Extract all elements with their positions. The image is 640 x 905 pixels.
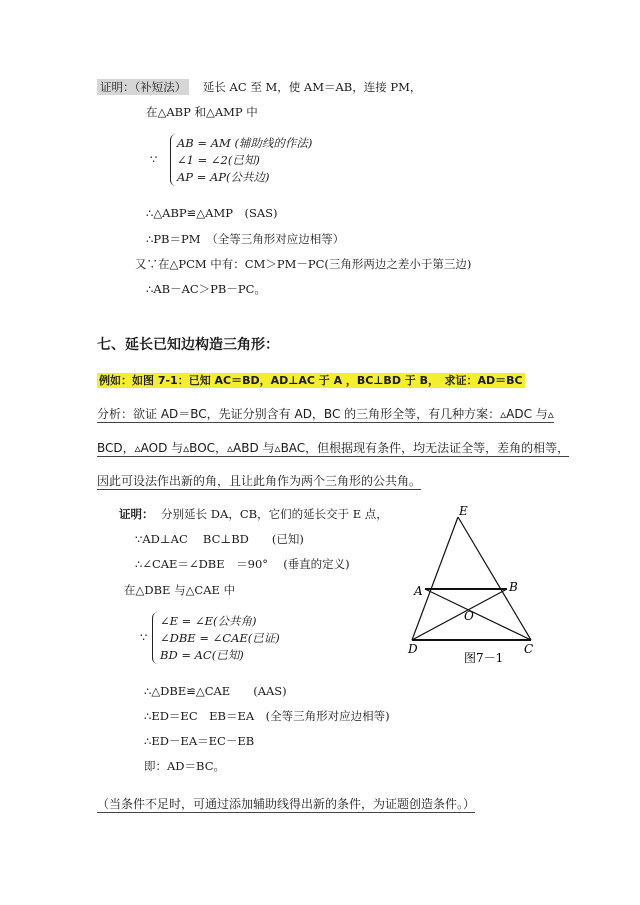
closing-note-text: （当条件不足时，可通过添加辅助线得出新的条件，为证题创造条件。） [97,797,476,811]
proof1-sys2: ∠1 = ∠2(已知) [177,153,260,167]
closing-note [97,797,475,811]
proof2-sys3: BD = AC(已知) [160,648,244,662]
label-E: E [459,504,468,518]
proof2-ed-ec: ∴ED＝EC EB＝EA (全等三角形对应边相等) [144,709,390,723]
proof2-subtract: ∴ED－EA＝EC－EB [144,734,255,748]
analysis-text-2: BCD，▵AOD 与▵BOC，▵ABD 与▵BAC，但根据现有条件，均无法证全等，差角的相等， [97,441,570,455]
proof2-perp: ∵AD⊥AC BC⊥BD (已知) [135,532,304,546]
analysis-text-1: 分析：欲证 AD＝BC，先证分别含有 AD，BC 的三角形全等，有几种方案：▵ADC 与▵ [97,407,554,421]
figure-caption: 图7－1 [464,651,504,665]
label-O: O [464,609,474,623]
proof1-in-triangles: 在△ABP 和△AMP 中 [146,105,258,119]
example-statement [97,374,525,388]
because-symbol: ∵ [150,152,158,166]
proof2-sys1: ∠E = ∠E(公共角) [160,614,257,628]
line-AC [425,589,531,640]
proof1-condition-system [150,134,350,188]
label-D: D [408,642,418,656]
section-heading: 七、延长已知边构造三角形： [97,337,279,353]
proof1-line-intro [97,80,421,94]
proof1-sys3: AP = AP(公共边) [177,170,270,184]
analysis-line-1 [97,407,554,421]
proof1-conclusion: ∴AB－AC＞PB－PC。 [146,282,266,296]
proof2-angles: ∴∠CAE＝∠DBE ＝90° (垂直的定义) [135,557,350,571]
label-B: B [509,580,518,594]
proof1-in-pcm: 又∵在△PCM 中有：CM＞PM－PC(三角形两边之差小于第三边) [135,257,472,271]
line-BD [412,589,507,640]
proof2-intro: 分别延长 DA，CB，它们的延长交于 E 点， [161,507,388,521]
proof1-congruent: ∴△ABP≌△AMP (SAS) [146,206,278,220]
analysis-line-3 [97,474,421,488]
label-C: C [524,642,534,656]
brace [152,612,159,664]
figure-7-1 [398,500,548,675]
proof2-result: 即：AD＝BC。 [144,759,225,773]
because-symbol: ∵ [140,630,148,644]
proof2-sys2: ∠DBE = ∠CAE(已证) [160,631,280,645]
proof2-line-intro [119,507,388,521]
example-highlight: 例如：如图 7-1：已知 AC＝BD，AD⊥AC 于 A ，BC⊥BD 于 B， 求证：AD＝BC [99,374,523,387]
analysis-line-2 [97,441,569,455]
proof2-label: 证明： [119,507,154,521]
analysis-text-3: 因此可设法作出新的角，且让此角作为两个三角形的公共角。 [97,474,422,488]
proof1-label: 证明：（补短法） [97,79,189,95]
label-A: A [414,584,423,598]
line-ED [412,517,458,640]
proof2-condition-system [140,612,340,666]
proof2-in-triangles: 在△DBE 与△CAE 中 [124,583,236,597]
proof1-sys1: AB = AM (辅助线的作法) [177,136,313,150]
brace [170,134,177,186]
proof1-pb-pm: ∴PB＝PM （全等三角形对应边相等） [146,232,345,246]
proof1-intro: 延长 AC 至 M，使 AM＝AB，连接 PM， [202,80,422,94]
proof2-congruent: ∴△DBE≌△CAE (AAS) [144,684,287,698]
